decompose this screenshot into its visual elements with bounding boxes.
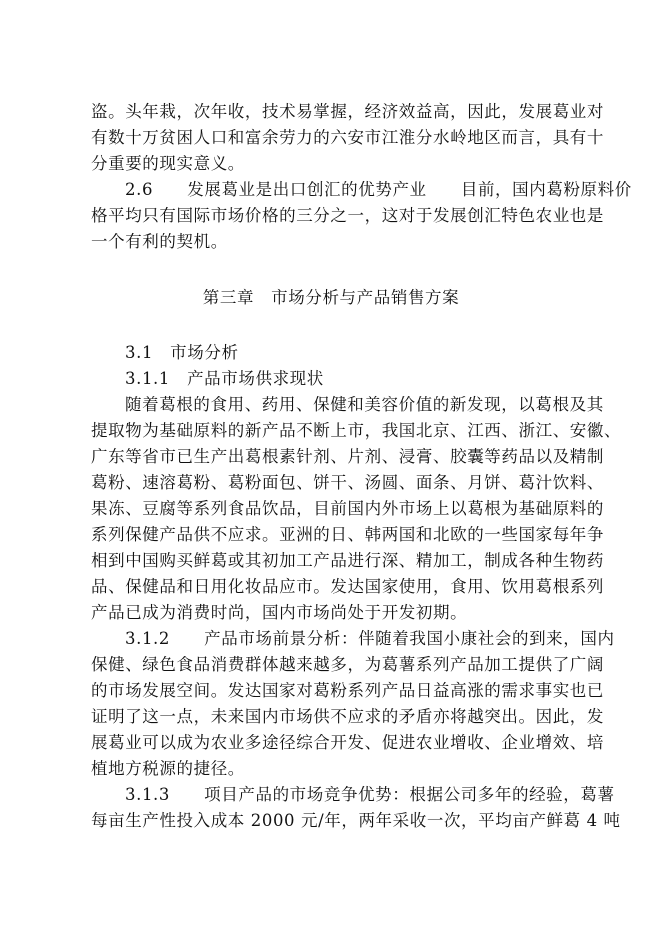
text-line: 植地方税源的捷径。 (91, 759, 245, 778)
text-line: 证明了这一点，未来国内市场供不应求的矛盾亦将越突出。因此，发 (91, 707, 604, 726)
text-line: 果冻、豆腐等系列食品饮品，目前国内外市场上以葛根为基础原料的 (91, 499, 604, 518)
text-line: 品、保健品和日用化妆品应市。发达国家使用，食用、饮用葛根系列 (91, 577, 604, 596)
chapter-title: 第三章 市场分析与产品销售方案 (202, 288, 460, 307)
section-heading-3-1: 3.1 市场分析 (125, 343, 239, 362)
section-heading-3-1-1: 3.1.1 产品市场供求现状 (125, 369, 324, 388)
text-line: 保健、绿色食品消费群体越来越多，为葛薯系列产品加工提供了广阔 (91, 655, 604, 674)
text-line: 相到中国购买鲜葛或其初加工产品进行深、精加工，制成各种生物药 (91, 551, 604, 570)
text-line: 系列保健产品供不应求。亚洲的日、韩两国和北欧的一些国家每年争 (91, 525, 604, 544)
text-line: 产品已成为消费时尚，国内市场尚处于开发初期。 (91, 603, 468, 622)
section-2-6-line: 2.6 发展葛业是出口创汇的优势产业 目前，国内葛粉原料价 (125, 180, 632, 199)
text-line: 有数十万贫困人口和富余劳力的六安市江淮分水岭地区而言，具有十 (91, 128, 604, 147)
text-line: 盗。头年栽，次年收，技术易掌握，经济效益高，因此，发展葛业对 (91, 102, 604, 121)
paragraph-first-line: 随着葛根的食用、药用、保健和美容价值的新发现，以葛根及其 (125, 395, 604, 414)
text-line: 提取物为基础原料的新产品不断上市，我国北京、江西、浙江、安徽、 (91, 421, 622, 440)
section-3-1-2-line: 3.1.2 产品市场前景分析：伴随着我国小康社会的到来，国内 (125, 629, 615, 648)
text-line: 格平均只有国际市场价格的三分之一，这对于发展创汇特色农业也是 (91, 206, 604, 225)
text-line: 葛粉、速溶葛粉、葛粉面包、饼干、汤圆、面条、月饼、葛汁饮料、 (91, 473, 604, 492)
text-line: 分重要的现实意义。 (91, 154, 245, 173)
text-line: 展葛业可以成为农业多途径综合开发、促进农业增收、企业增效、培 (91, 733, 604, 752)
section-3-1-3-line: 3.1.3 项目产品的市场竞争优势：根据公司多年的经验，葛薯 (125, 785, 615, 804)
text-line: 一个有利的契机。 (91, 232, 228, 251)
text-line: 广东等省市已生产出葛根素针剂、片剂、浸膏、胶囊等药品以及精制 (91, 447, 604, 466)
text-line: 每亩生产性投入成本 2000 元/年，两年采收一次，平均亩产鲜葛 4 吨 (91, 811, 621, 830)
text-line: 的市场发展空间。发达国家对葛粉系列产品日益高涨的需求事实也已 (91, 681, 604, 700)
